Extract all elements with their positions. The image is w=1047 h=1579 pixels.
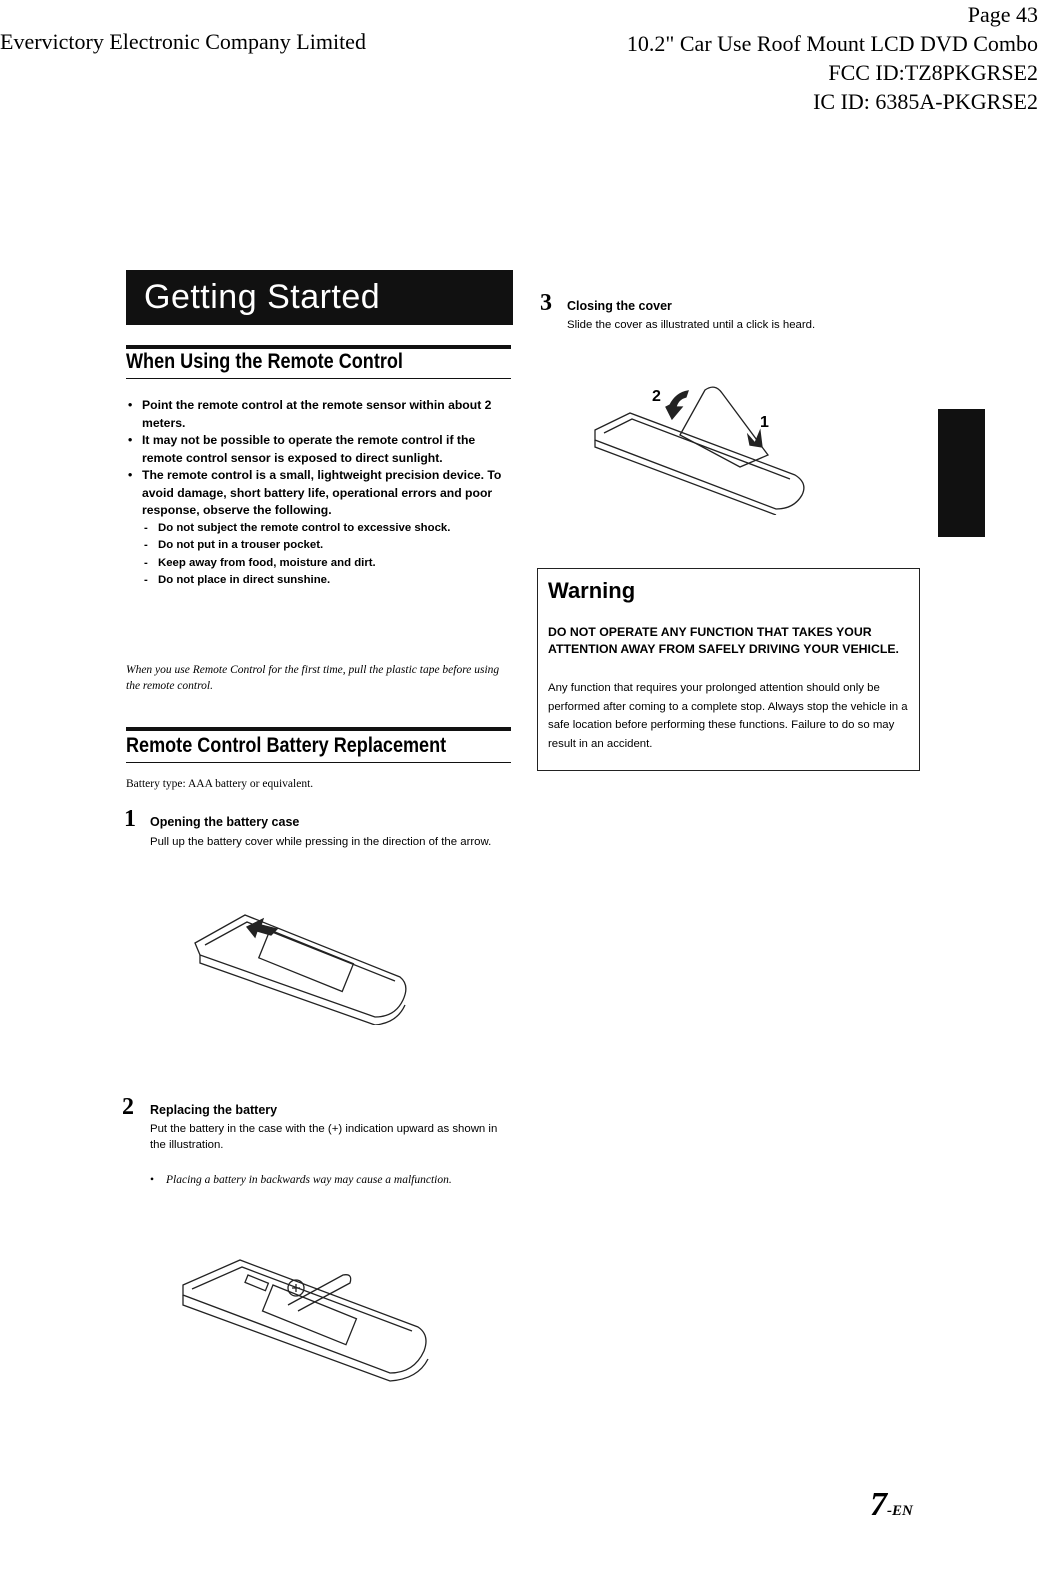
note-text: Placing a battery in backwards way may cause a malfunction. (166, 1174, 452, 1186)
sub-list-item: - Do not subject the remote control to excessive shock. (142, 520, 511, 538)
product-name: 10.2" Car Use Roof Mount LCD DVD Combo (626, 31, 1038, 56)
sub-list-item: - Keep away from food, moisture and dirt. (142, 555, 511, 573)
page-number (870, 1486, 913, 1524)
warning-body-text: Any function that requires your prolonged attention should only be performed after coming to a complete stop. Always stop the vehicle in a safe location before performing these functions. Failure to do so may result in an accident. (548, 682, 908, 750)
section-rule (126, 345, 511, 349)
section-rule (126, 378, 511, 379)
battery-section-title: Remote Control Battery Replacement (126, 734, 447, 757)
remote-close-cover-illustration (590, 375, 815, 515)
page-indicator: Page 43 (967, 2, 1038, 27)
first-use-note: When you use Remote Control for the first time, pull the plastic tape before using the remote control. (126, 664, 500, 692)
list-item: • It may not be possible to operate the remote control if the remote control sensor is exposed to direct sunlight. (126, 432, 511, 467)
fcc-id: FCC ID:TZ8PKGRSE2 (828, 60, 1038, 85)
backwards-battery-note (150, 1172, 466, 1188)
ic-id: IC ID: 6385A-PKGRSE2 (813, 89, 1038, 114)
page-number-digit: 7 (870, 1486, 887, 1523)
step-number: 1 (124, 806, 136, 832)
step-number: 2 (122, 1094, 134, 1120)
sub-list-item: - Do not put in a trouser pocket. (142, 537, 511, 555)
note-bullet: • (150, 1174, 155, 1186)
remote-bullet-list (126, 397, 511, 590)
section-rule (126, 762, 511, 763)
remote-section-title: When Using the Remote Control (126, 350, 403, 373)
step-title: Closing the cover (567, 299, 672, 313)
battery-type: Battery type: AAA battery or equivalent. (126, 778, 314, 790)
company-name: Evervictory Electronic Company Limited (0, 29, 366, 54)
warning-caps-text: DO NOT OPERATE ANY FUNCTION THAT TAKES YOUR ATTENTION AWAY FROM SAFELY DRIVING YOUR VEHICLE. (548, 625, 899, 656)
list-item-text: The remote control is a small, lightweight precision device. To avoid damage, short battery life, operational errors and poor response, observe the following. (142, 468, 502, 517)
step-number: 3 (540, 290, 552, 316)
section-rule (126, 727, 511, 731)
remote-battery-insert-illustration (178, 1255, 433, 1385)
list-item: • Point the remote control at the remote sensor within about 2 meters. (126, 397, 511, 432)
page-number-suffix: -EN (887, 1503, 913, 1519)
section-banner: Getting Started (126, 270, 513, 325)
step-description: Pull up the battery cover while pressing in the direction of the arrow. (150, 836, 492, 848)
document-header-info (627, 0, 1038, 116)
illustration-label: 1 (760, 414, 769, 431)
warning-title: Warning (548, 578, 636, 603)
remote-open-case-illustration (185, 905, 415, 1025)
illustration-label: 2 (652, 388, 661, 405)
sub-list (142, 520, 511, 590)
list-item (126, 467, 511, 590)
step-title: Replacing the battery (150, 1103, 278, 1117)
step-description: Put the battery in the case with the (+) indication upward as shown in the illustration. (150, 1123, 498, 1151)
step-description: Slide the cover as illustrated until a click is heard. (567, 319, 816, 331)
step-title: Opening the battery case (150, 815, 300, 829)
sub-list-item: - Do not place in direct sunshine. (142, 572, 511, 590)
chapter-side-tab (938, 409, 985, 537)
